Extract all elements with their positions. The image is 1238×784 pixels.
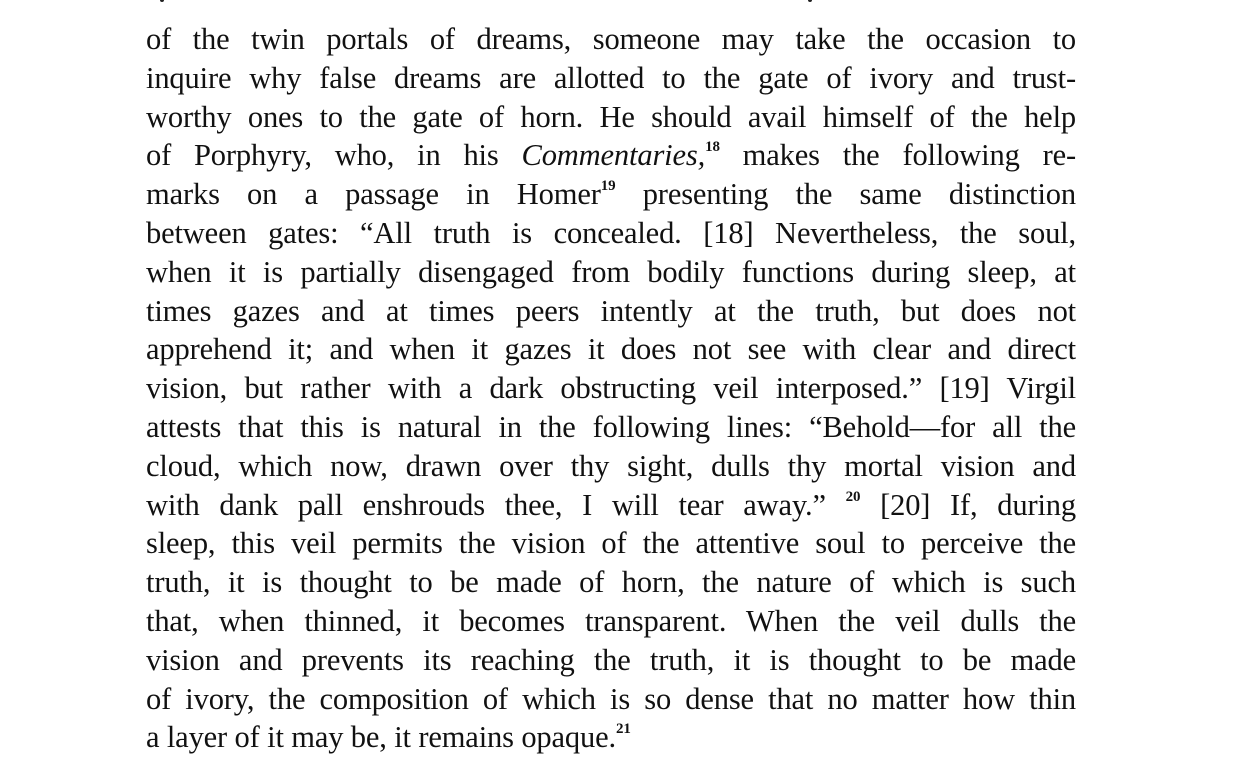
footnote-reference: 21 (615, 721, 631, 738)
text-segment: vision and prevents its reaching the truth, it is thought to be made (146, 642, 1076, 677)
text-line (146, 447, 1076, 486)
text-line (146, 524, 1076, 563)
text-line (146, 369, 1076, 408)
text-segment: a layer of it may be, it remains opaque. (146, 720, 616, 755)
text-segment: apprehend it; and when it gazes it does not see with clear and direct (146, 332, 1076, 367)
footnote-reference: 19 (600, 178, 616, 195)
text-segment: worthy ones to the gate of horn. He should avail himself of the help (146, 99, 1076, 134)
text-segment: of Porphyry, who, in his (146, 138, 522, 173)
text-segment: [20] If, during (860, 487, 1076, 522)
text-segment: with dank pall enshrouds thee, I will tear away.” (146, 487, 846, 522)
text-segment: between gates: “All truth is concealed. [18] Nevertheless, the soul, (146, 215, 1076, 250)
text-segment: vision, but rather with a dark obstructing veil interposed.” [19] Virgil (146, 371, 1076, 406)
footnote-reference: 18 (705, 139, 720, 156)
text-line (146, 486, 1076, 525)
body-text-paragraph (146, 20, 1076, 757)
text-line (146, 59, 1076, 98)
text-segment: cloud, which now, drawn over thy sight, dulls thy mortal vision and (146, 448, 1076, 483)
footnote-reference: 20 (845, 488, 861, 505)
text-segment: of the twin portals of dreams, someone may take the occasion to (146, 22, 1076, 56)
text-segment: makes the following re- (719, 138, 1076, 173)
text-segment: when it is partially disengaged from bodily functions during sleep, at (146, 254, 1076, 289)
text-segment: presenting the same distinction (615, 177, 1076, 212)
text-line (146, 563, 1076, 602)
italic-title-text: Commentaries, (521, 138, 706, 173)
text-line (146, 330, 1076, 369)
text-line (146, 408, 1076, 447)
text-line (146, 136, 1076, 175)
text-line (146, 602, 1076, 641)
text-segment: truth, it is thought to be made of horn, the nature of which is such (146, 565, 1076, 600)
text-segment: inquire why false dreams are allotted to the gate of ivory and trust- (146, 60, 1076, 95)
text-line (146, 98, 1076, 137)
cropped-previous-line-fragment (140, 0, 1080, 3)
text-segment: of ivory, the composition of which is so dense that no matter how thin (146, 681, 1076, 716)
text-line (146, 718, 1076, 757)
text-segment: sleep, this veil permits the vision of the attentive soul to perceive the (146, 526, 1076, 561)
text-segment: marks on a passage in Homer (146, 177, 601, 212)
text-line (146, 20, 1076, 59)
text-line (146, 175, 1076, 214)
text-line (146, 641, 1076, 680)
text-segment: times gazes and at times peers intently at the truth, but does not (146, 293, 1076, 328)
text-line (146, 292, 1076, 331)
text-line (146, 214, 1076, 253)
text-line (146, 680, 1076, 719)
text-segment: attests that this is natural in the following lines: “Behold—for all the (146, 409, 1076, 444)
text-segment: that, when thinned, it becomes transparent. When the veil dulls the (146, 603, 1076, 638)
text-line (146, 253, 1076, 292)
